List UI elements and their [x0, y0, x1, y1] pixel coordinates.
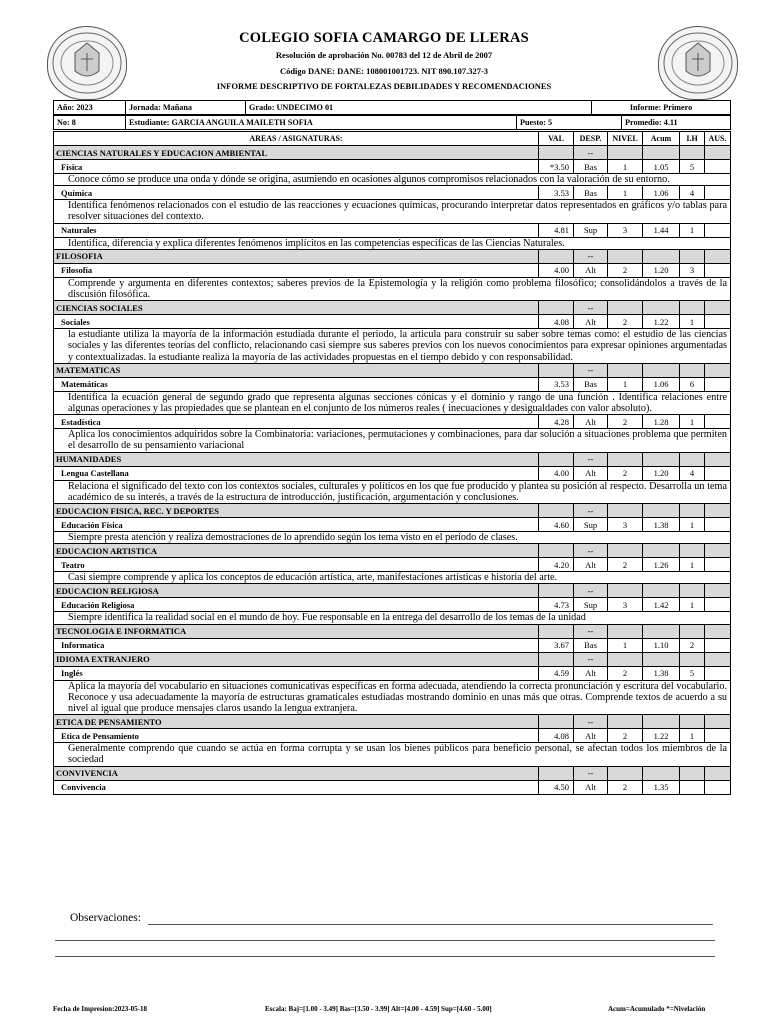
area-empty-cell [608, 249, 643, 263]
subject-row [54, 780, 731, 794]
subject-row [54, 415, 731, 429]
subject-row [54, 558, 731, 572]
area-empty-cell [643, 624, 680, 638]
subject-val: 4.50 [539, 780, 574, 794]
subject-acum: 1.28 [643, 415, 680, 429]
subject-name: Teatro [54, 558, 539, 572]
description-row [54, 200, 731, 223]
subject-aus [705, 263, 731, 277]
subject-desp: Alt [574, 666, 608, 680]
area-empty-cell [680, 715, 705, 729]
subject-aus [705, 160, 731, 174]
area-row [54, 544, 731, 558]
shift-cell: Jornada: Mañana [126, 101, 246, 115]
subject-name: Sociales [54, 315, 539, 329]
subject-aus [705, 315, 731, 329]
area-empty-cell [608, 504, 643, 518]
description-row [54, 743, 731, 766]
subject-row [54, 666, 731, 680]
subject-acum: 1.38 [643, 666, 680, 680]
subject-description: Aplica los conocimientos adquiridos sobre la Combinatoria: variaciones, permutaciones y combinaciones, para dar solución a situaciones problema que permiten el desarrollo de su pensamiento variacional [54, 429, 731, 452]
subject-val: 4.08 [539, 729, 574, 743]
subject-name: Filosofía [54, 263, 539, 277]
area-name: CIENCIAS SOCIALES [54, 301, 539, 315]
area-dash: -- [574, 249, 608, 263]
area-row [54, 146, 731, 160]
subject-nivel: 2 [608, 780, 643, 794]
description-row [54, 680, 731, 715]
area-empty-cell [539, 715, 574, 729]
area-empty-cell [608, 624, 643, 638]
area-empty-cell [539, 544, 574, 558]
description-row [54, 480, 731, 503]
area-empty-cell [643, 766, 680, 780]
grades-table [53, 131, 731, 795]
area-dash: -- [574, 652, 608, 666]
area-empty-cell [705, 715, 731, 729]
subject-description: Relaciona el significado del texto con los contextos sociales, culturales y políticos en los que fue producido y plantea su posición al respecto. Desarrolla un tema académico de su interés, a través de la estructura de introducción, justificación, argumentación y conclusiones. [54, 480, 731, 503]
subject-ih: 4 [680, 466, 705, 480]
subject-acum: 1.42 [643, 598, 680, 612]
area-empty-cell [608, 544, 643, 558]
subject-name: Matemáticas [54, 377, 539, 391]
grading-scale: Escala: Baj=[1.00 - 3.49] Bas=[3.50 - 3.99] Alt=[4.00 - 4.59] Sup=[4.60 - 5.00] [265, 1005, 492, 1013]
area-empty-cell [608, 301, 643, 315]
area-empty-cell [680, 766, 705, 780]
col-areas: AREAS / ASIGNATURAS: [54, 132, 539, 146]
subject-ih: 2 [680, 638, 705, 652]
subject-nivel: 1 [608, 377, 643, 391]
description-row [54, 429, 731, 452]
area-empty-cell [705, 249, 731, 263]
subject-row [54, 160, 731, 174]
approval-resolution: Resolución de aprobación No. 00783 del 12 de Abril de 2007 [275, 50, 493, 60]
area-name: EDUCACION RELIGIOSA [54, 584, 539, 598]
area-empty-cell [643, 301, 680, 315]
subject-desp: Bas [574, 160, 608, 174]
area-dash: -- [574, 715, 608, 729]
description-row [54, 391, 731, 414]
area-empty-cell [539, 301, 574, 315]
print-date: Fecha de Impresion:2023-05-18 [53, 1005, 147, 1013]
subject-desp: Sup [574, 598, 608, 612]
area-dash: -- [574, 146, 608, 160]
subject-ih [680, 780, 705, 794]
col-val: VAL [539, 132, 574, 146]
area-empty-cell [608, 766, 643, 780]
subject-ih: 1 [680, 598, 705, 612]
area-name: CIENCIAS NATURALES Y EDUCACION AMBIENTAL [54, 146, 539, 160]
grade-cell: Grado: UNDECIMO 01 [246, 101, 592, 115]
info-row-2 [53, 115, 731, 130]
area-empty-cell [643, 652, 680, 666]
subject-acum: 1.06 [643, 377, 680, 391]
area-name: CONVIVENCIA [54, 766, 539, 780]
subject-aus [705, 415, 731, 429]
area-empty-cell [608, 652, 643, 666]
subject-acum: 1.44 [643, 223, 680, 237]
subject-desp: Bas [574, 377, 608, 391]
position-cell: Puesto: 5 [517, 116, 622, 130]
subject-aus [705, 729, 731, 743]
area-row [54, 715, 731, 729]
area-dash: -- [574, 504, 608, 518]
area-name: TECNOLOGIA E INFORMATICA [54, 624, 539, 638]
subject-name: Educación Física [54, 518, 539, 532]
area-empty-cell [643, 146, 680, 160]
subject-description: Identifica, diferencia y explica diferentes fenómenos implícitos en las competencias específicas de las Ciencias Naturales. [54, 237, 731, 249]
report-title: INFORME DESCRIPTIVO DE FORTALEZAS DEBILIDADES Y RECOMENDACIONES [216, 81, 552, 91]
area-row [54, 652, 731, 666]
area-name: EDUCACION FISICA, REC. Y DEPORTES [54, 504, 539, 518]
area-empty-cell [705, 301, 731, 315]
area-empty-cell [705, 544, 731, 558]
subject-val: 3.53 [539, 377, 574, 391]
area-name: ETICA DE PENSAMIENTO [54, 715, 539, 729]
area-empty-cell [643, 452, 680, 466]
report-period-cell: Informe: Primero [592, 101, 731, 115]
subject-ih: 1 [680, 518, 705, 532]
subject-desp: Alt [574, 466, 608, 480]
subject-row [54, 518, 731, 532]
description-row [54, 532, 731, 544]
subject-acum: 1.20 [643, 466, 680, 480]
subject-description: Aplica la mayoría del vocabulario en situaciones comunicativas específicas en forma adecuada, atendiendo la correcta pronunciación y escritura del vocabulario. Reconoce y usa adecuadamente la mayoría de estructuras gramaticales estudiadas mostrando dominio en unas más que otras. Comprende textos de acuerdo a su nivel al igual que produce mensajes claros usando la lengua extranjera. [54, 680, 731, 715]
subject-ih: 6 [680, 377, 705, 391]
subject-ih: 1 [680, 558, 705, 572]
area-row [54, 301, 731, 315]
subject-aus [705, 377, 731, 391]
observations-line [55, 956, 715, 957]
subject-desp: Alt [574, 315, 608, 329]
col-acum: Acum [643, 132, 680, 146]
area-empty-cell [705, 584, 731, 598]
subject-description: Identifica la ecuación general de segundo grado que representa algunas secciones cónicas y el dominio y rango de una función . Identifica relaciones entre algunas operaciones y las propiedades que se plantean en el conjunto de los números reales ( inecuaciones y desigualdades con valor absoluto). [54, 391, 731, 414]
subject-description: Siempre identifica la realidad social en el mundo de hoy. Fue responsable en la entrega del desarrollo de los temas de la unidad [54, 612, 731, 624]
subject-aus [705, 223, 731, 237]
subject-acum: 1.22 [643, 729, 680, 743]
area-row [54, 504, 731, 518]
description-row [54, 612, 731, 624]
subject-nivel: 1 [608, 638, 643, 652]
subject-acum: 1.35 [643, 780, 680, 794]
student-number-cell: No: 8 [54, 116, 126, 130]
subject-ih: 1 [680, 223, 705, 237]
area-empty-cell [539, 249, 574, 263]
subject-nivel: 2 [608, 415, 643, 429]
subject-row [54, 223, 731, 237]
subject-aus [705, 666, 731, 680]
subject-val: 4.59 [539, 666, 574, 680]
subject-name: Lengua Castellana [54, 466, 539, 480]
subject-row [54, 638, 731, 652]
subject-row [54, 598, 731, 612]
subject-desp: Bas [574, 638, 608, 652]
subject-nivel: 1 [608, 186, 643, 200]
area-empty-cell [643, 544, 680, 558]
area-empty-cell [539, 146, 574, 160]
area-empty-cell [705, 504, 731, 518]
subject-aus [705, 466, 731, 480]
info-row-1 [53, 100, 731, 115]
subject-nivel: 2 [608, 666, 643, 680]
area-empty-cell [680, 146, 705, 160]
area-row [54, 766, 731, 780]
subject-description: Casi siempre comprende y aplica los conceptos de educación artística, arte, manifestaciones artísticas e historia del arte. [54, 572, 731, 584]
legend: Acum=Acumulado *=Nivelación [608, 1005, 706, 1013]
area-name: IDIOMA EXTRANJERO [54, 652, 539, 666]
area-empty-cell [539, 363, 574, 377]
area-empty-cell [608, 363, 643, 377]
subject-val: 3.67 [539, 638, 574, 652]
area-empty-cell [608, 146, 643, 160]
subject-acum: 1.22 [643, 315, 680, 329]
subject-nivel: 2 [608, 263, 643, 277]
dane-code: Código DANE: DANE: 108001001723. NIT 890.107.327-3 [279, 66, 489, 76]
subject-val: 4.60 [539, 518, 574, 532]
area-empty-cell [608, 715, 643, 729]
subject-val: 4.28 [539, 415, 574, 429]
area-name: EDUCACION ARTISTICA [54, 544, 539, 558]
subject-aus [705, 558, 731, 572]
subject-nivel: 2 [608, 466, 643, 480]
subject-val: 4.00 [539, 263, 574, 277]
subject-desp: Bas [574, 186, 608, 200]
subject-nivel: 3 [608, 598, 643, 612]
area-dash: -- [574, 624, 608, 638]
area-name: MATEMATICAS [54, 363, 539, 377]
subject-val: 4.00 [539, 466, 574, 480]
observations-line [55, 940, 715, 941]
subject-name: Naturales [54, 223, 539, 237]
subject-name: Química [54, 186, 539, 200]
area-empty-cell [705, 452, 731, 466]
subject-desp: Alt [574, 729, 608, 743]
description-row [54, 277, 731, 300]
col-ih: I.H [680, 132, 705, 146]
subject-val: 4.20 [539, 558, 574, 572]
area-empty-cell [680, 544, 705, 558]
col-desp: DESP. [574, 132, 608, 146]
school-name: COLEGIO SOFIA CAMARGO DE LLERAS [239, 30, 529, 46]
area-empty-cell [539, 766, 574, 780]
subject-description: Generalmente comprendo que cuando se actúa en forma corrupta y se usan los bienes públicos para beneficio personal, se afectan todos los miembros de la sociedad [54, 743, 731, 766]
subject-aus [705, 598, 731, 612]
subject-aus [705, 186, 731, 200]
subject-val: 3.53 [539, 186, 574, 200]
subject-acum: 1.05 [643, 160, 680, 174]
description-row [54, 174, 731, 186]
subject-description: la estudiante utiliza la mayoría de la información estudiada durante el periodo, la articula para construir su saber sobre temas como: el estudio de las ciencias sociales y las diferentes teorías del conflicto, relacionando casi siempre sus saberes previos con los nuevos conocimientos para expresar opiniones argumentadas y contextualizadas. la estudiante realiza la mayoría de las actividades propuestas en el tiempo debido y con responsabilidad. [54, 329, 731, 364]
area-empty-cell [643, 715, 680, 729]
subject-ih: 1 [680, 315, 705, 329]
subject-row [54, 315, 731, 329]
subject-ih: 3 [680, 263, 705, 277]
area-row [54, 584, 731, 598]
subject-description: Siempre presta atención y realiza demostraciones de lo aprendido según los tema visto en el periodo de clases. [54, 532, 731, 544]
area-empty-cell [643, 584, 680, 598]
subject-aus [705, 780, 731, 794]
area-dash: -- [574, 766, 608, 780]
subject-name: Educación Religiosa [54, 598, 539, 612]
area-row [54, 452, 731, 466]
subject-name: Convivencia [54, 780, 539, 794]
subject-row [54, 186, 731, 200]
subject-desp: Alt [574, 415, 608, 429]
subject-acum: 1.38 [643, 518, 680, 532]
area-dash: -- [574, 363, 608, 377]
area-empty-cell [680, 363, 705, 377]
subject-nivel: 3 [608, 223, 643, 237]
area-dash: -- [574, 452, 608, 466]
subject-acum: 1.10 [643, 638, 680, 652]
subject-aus [705, 638, 731, 652]
subject-nivel: 2 [608, 315, 643, 329]
description-row [54, 237, 731, 249]
subject-row [54, 263, 731, 277]
observations-line [148, 924, 713, 925]
subject-row [54, 729, 731, 743]
subject-val: *3.50 [539, 160, 574, 174]
subject-val: 4.73 [539, 598, 574, 612]
area-dash: -- [574, 584, 608, 598]
subject-aus [705, 518, 731, 532]
subject-ih: 1 [680, 729, 705, 743]
subject-val: 4.08 [539, 315, 574, 329]
area-empty-cell [643, 504, 680, 518]
area-empty-cell [680, 504, 705, 518]
area-empty-cell [539, 584, 574, 598]
subject-desp: Alt [574, 263, 608, 277]
area-empty-cell [608, 584, 643, 598]
subject-nivel: 2 [608, 729, 643, 743]
area-empty-cell [539, 652, 574, 666]
subject-description: Comprende y argumenta en diferentes contextos; saberes previos de la Epistemología y la religión como problema filosófico; consolidándolos a través de la discusión filosófica. [54, 277, 731, 300]
subject-row [54, 377, 731, 391]
subject-name: Etica de Pensamiento [54, 729, 539, 743]
area-empty-cell [643, 363, 680, 377]
area-empty-cell [608, 452, 643, 466]
subject-val: 4.81 [539, 223, 574, 237]
area-empty-cell [539, 504, 574, 518]
subject-acum: 1.26 [643, 558, 680, 572]
subject-name: Informatica [54, 638, 539, 652]
area-empty-cell [705, 652, 731, 666]
description-row [54, 572, 731, 584]
column-header-row [54, 132, 731, 146]
area-row [54, 249, 731, 263]
area-empty-cell [680, 301, 705, 315]
area-empty-cell [643, 249, 680, 263]
subject-desp: Sup [574, 223, 608, 237]
subject-ih: 1 [680, 415, 705, 429]
subject-name: Inglés [54, 666, 539, 680]
subject-nivel: 1 [608, 160, 643, 174]
area-empty-cell [705, 363, 731, 377]
average-cell: Promedio: 4.11 [622, 116, 731, 130]
area-row [54, 363, 731, 377]
area-empty-cell [680, 624, 705, 638]
area-name: FILOSOFIA [54, 249, 539, 263]
area-empty-cell [680, 584, 705, 598]
area-dash: -- [574, 301, 608, 315]
subject-desp: Sup [574, 518, 608, 532]
area-empty-cell [680, 452, 705, 466]
area-empty-cell [680, 249, 705, 263]
subject-row [54, 466, 731, 480]
subject-desp: Alt [574, 780, 608, 794]
area-empty-cell [705, 146, 731, 160]
area-dash: -- [574, 544, 608, 558]
subject-desp: Alt [574, 558, 608, 572]
area-empty-cell [539, 452, 574, 466]
student-name-cell: Estudiante: GARCIA ANGUILA MAILETH SOFIA [126, 116, 517, 130]
col-nivel: NIVEL [608, 132, 643, 146]
col-aus: AUS. [705, 132, 731, 146]
area-empty-cell [680, 652, 705, 666]
subject-description: Conoce cómo se produce una onda y dónde se origina, asumiendo en ocasiones algunos compromisos relacionados con la valoración de su entorno. [54, 174, 731, 186]
description-row [54, 329, 731, 364]
subject-nivel: 3 [608, 518, 643, 532]
area-empty-cell [705, 766, 731, 780]
area-row [54, 624, 731, 638]
subject-description: Identifica fenómenos relacionados con el estudio de las reacciones y ecuaciones químicas, procurando interpretar datos representados en gráficos y/o tablas para resolver situaciones del contexto. [54, 200, 731, 223]
subject-nivel: 2 [608, 558, 643, 572]
subject-name: Física [54, 160, 539, 174]
observations-label: Observaciones: [70, 912, 141, 924]
subject-acum: 1.06 [643, 186, 680, 200]
area-empty-cell [539, 624, 574, 638]
subject-name: Estadística [54, 415, 539, 429]
subject-ih: 4 [680, 186, 705, 200]
year-cell: Año: 2023 [54, 101, 126, 115]
area-name: HUMANIDADES [54, 452, 539, 466]
subject-ih: 5 [680, 160, 705, 174]
subject-acum: 1.20 [643, 263, 680, 277]
area-empty-cell [705, 624, 731, 638]
subject-ih: 5 [680, 666, 705, 680]
